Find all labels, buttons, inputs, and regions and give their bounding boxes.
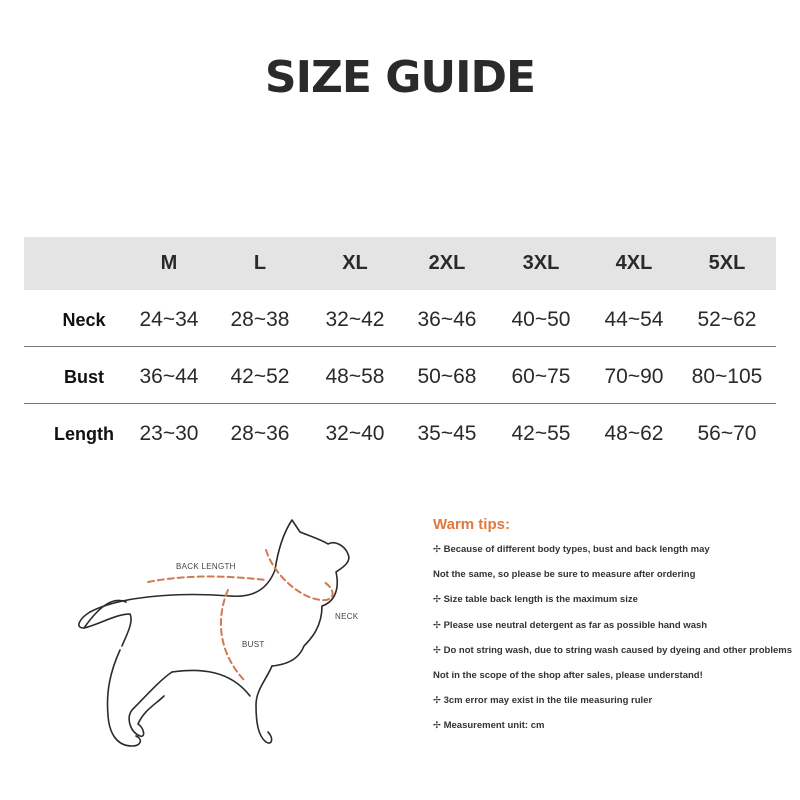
tip-line: ✢ Please use neutral detergent as far as possible hand wash [433, 619, 708, 631]
table-cell: 52~62 [697, 308, 757, 331]
table-header-row [24, 237, 776, 290]
table-cell: 35~45 [417, 422, 477, 445]
table-cell: 42~55 [511, 422, 571, 445]
table-cell: 40~50 [511, 308, 571, 331]
table-cell: 42~52 [230, 365, 290, 388]
size-table [24, 237, 776, 460]
dog-measurement-figure [60, 510, 380, 760]
dog-outline-icon [60, 510, 380, 760]
tip-line: ✢ 3cm error may exist in the tile measuring ruler [433, 695, 653, 707]
table-cell: 50~68 [417, 365, 477, 388]
table-cell: 80~105 [691, 365, 763, 388]
size-header-xl: XL [342, 252, 368, 274]
size-header-2xl: 2XL [428, 252, 466, 274]
tip-line: ✢ Because of different body types, bust and back length may [433, 544, 710, 555]
table-cell: 70~90 [604, 365, 664, 388]
table-cell: 60~75 [511, 365, 571, 388]
size-header-3xl: 3XL [522, 252, 560, 274]
tip-line: Not the same, so please be sure to measure after ordering [433, 569, 696, 581]
table-cell: 28~36 [230, 422, 290, 445]
tip-line: ✢ Measurement unit: cm [433, 720, 545, 732]
row-label-bust: Bust [64, 366, 104, 387]
tip-line: Not in the scope of the shop after sales, please understand! [433, 669, 703, 681]
table-cell: 48~58 [325, 365, 385, 388]
bust-label: BUST [242, 640, 265, 649]
table-cell: 24~34 [139, 308, 199, 331]
size-header-5xl: 5XL [708, 252, 746, 274]
warm-tips [433, 516, 793, 745]
table-cell: 44~54 [604, 308, 664, 331]
row-label-neck: Neck [62, 309, 106, 330]
table-cell: 23~30 [139, 422, 199, 445]
table-cell: 28~38 [230, 308, 290, 331]
table-cell: 32~42 [325, 308, 385, 331]
table-cell: 32~40 [325, 422, 385, 445]
table-cell: 48~62 [604, 422, 664, 445]
back-length-label: BACK LENGTH [176, 562, 236, 571]
tip-line: ✢ Do not string wash, due to string wash caused by dyeing and other problems [433, 644, 792, 656]
tip-line: ✢ Size table back length is the maximum size [433, 594, 638, 606]
tips-title: Warm tips: [433, 516, 510, 533]
page-title: SIZE GUIDE [264, 52, 536, 103]
neck-label: NECK [335, 612, 359, 621]
size-header-l: L [253, 252, 267, 274]
row-label-length: Length [54, 423, 114, 444]
table-row-neck [24, 290, 776, 347]
table-cell: 56~70 [697, 422, 757, 445]
table-cell: 36~44 [139, 365, 199, 388]
table-cell: 36~46 [417, 308, 477, 331]
table-row-bust [24, 347, 776, 404]
size-header-m: M [160, 252, 178, 274]
size-header-4xl: 4XL [615, 252, 653, 274]
table-row-length [24, 404, 776, 460]
